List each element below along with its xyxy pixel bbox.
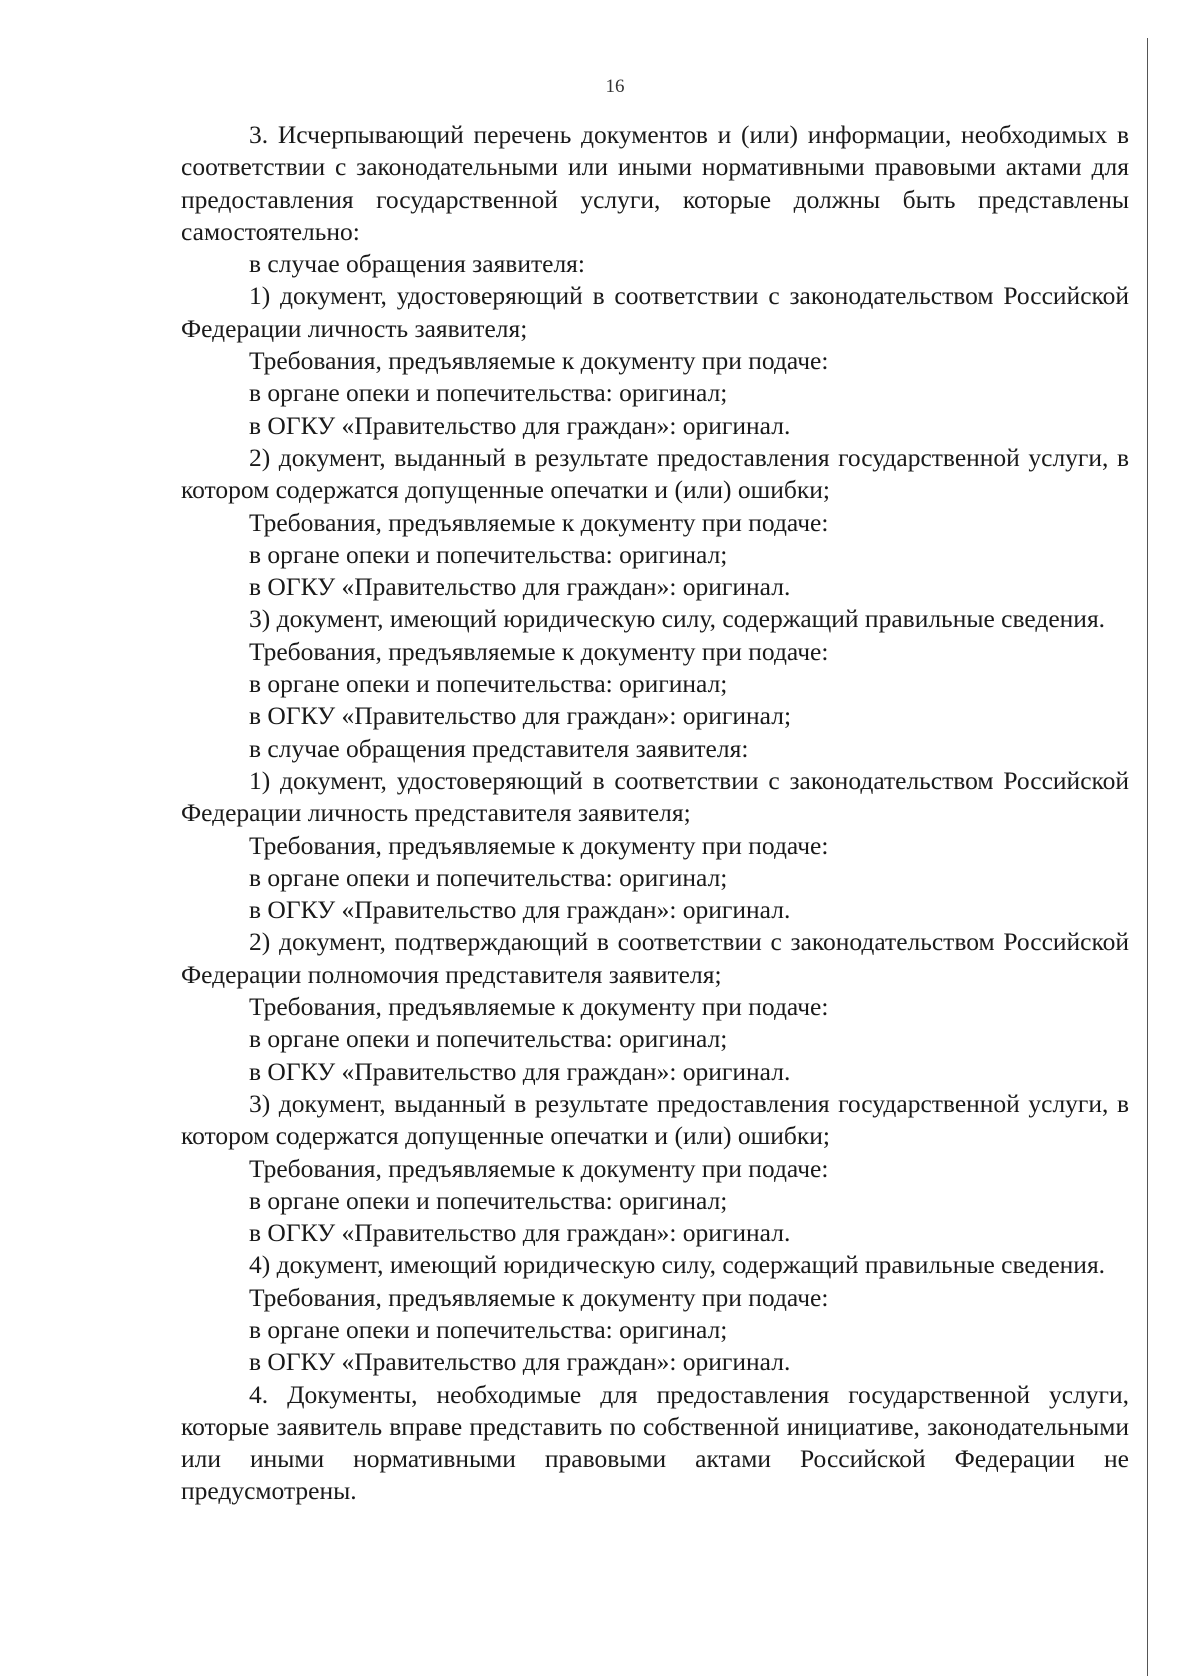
paragraph-requirements: Требования, предъявляемые к документу при подаче:: [249, 1153, 829, 1183]
paragraph-item: 2) документ, подтверждающий в соответствии с законодательством Российской Федерации полномочия представителя заявителя;: [181, 927, 1129, 989]
paragraph-requirements: Требования, предъявляемые к документу при подаче:: [249, 346, 829, 376]
paragraph-applicant-case: в случае обращения заявителя:: [249, 249, 585, 279]
paragraph-section-3-heading: 3. Исчерпывающий перечень документов и (или) информации, необходимых в соответствии с законодательными или иными нормативными правовыми актами для предоставления государственной услуги, которые должны быть представлены самостоятельно:: [181, 120, 1129, 246]
paragraph-ogku: в ОГКУ «Правительство для граждан»: оригинал.: [249, 895, 791, 925]
paragraph-item: 4) документ, имеющий юридическую силу, содержащий правильные сведения.: [249, 1250, 1106, 1280]
paragraph-guardianship-authority: в органе опеки и попечительства: оригинал;: [249, 1185, 728, 1215]
paragraph-ogku: в ОГКУ «Правительство для граждан»: оригинал.: [249, 410, 791, 440]
paragraph-representative-case: в случае обращения представителя заявителя:: [249, 733, 749, 763]
page-edge-line: [1147, 38, 1148, 1676]
paragraph-guardianship-authority: в органе опеки и попечительства: оригинал;: [249, 539, 728, 569]
paragraph-ogku: в ОГКУ «Правительство для граждан»: оригинал.: [249, 1347, 791, 1377]
paragraph-requirements: Требования, предъявляемые к документу при подаче:: [249, 1282, 829, 1312]
document-body: [181, 119, 1129, 1508]
paragraph-ogku: в ОГКУ «Правительство для граждан»: оригинал;: [249, 701, 792, 731]
paragraph-item: 3) документ, выданный в результате предоставления государственной услуги, в котором содержатся допущенные опечатки и (или) ошибки;: [181, 1088, 1129, 1151]
paragraph-requirements: Требования, предъявляемые к документу при подаче:: [249, 507, 829, 537]
paragraph-ogku: в ОГКУ «Правительство для граждан»: оригинал.: [249, 1218, 791, 1248]
paragraph-ogku: в ОГКУ «Правительство для граждан»: оригинал.: [249, 572, 791, 602]
paragraph-guardianship-authority: в органе опеки и попечительства: оригинал;: [249, 862, 728, 892]
paragraph-item: 1) документ, удостоверяющий в соответствии с законодательством Российской Федерации личность представителя заявителя;: [181, 765, 1129, 828]
paragraph-guardianship-authority: в органе опеки и попечительства: оригинал;: [249, 1314, 728, 1344]
paragraph-item: 1) документ, удостоверяющий в соответствии с законодательством Российской Федерации личность заявителя;: [181, 281, 1129, 343]
paragraph-requirements: Требования, предъявляемые к документу при подаче:: [249, 992, 829, 1022]
paragraph-item: 2) документ, выданный в результате предоставления государственной услуги, в котором содержатся допущенные опечатки и (или) ошибки;: [181, 442, 1129, 505]
paragraph-guardianship-authority: в органе опеки и попечительства: оригинал;: [249, 1024, 728, 1054]
paragraph-section-4: 4. Документы, необходимые для предоставления государственной услуги, которые заявитель вправе представить по собственной инициативе, законодательными или иными нормативными правовыми актами Российской Федерации не предусмотрены.: [181, 1379, 1129, 1506]
paragraph-requirements: Требования, предъявляемые к документу при подаче:: [249, 830, 829, 860]
paragraph-item: 3) документ, имеющий юридическую силу, содержащий правильные сведения.: [249, 604, 1106, 634]
paragraph-requirements: Требования, предъявляемые к документу при подаче:: [249, 636, 829, 666]
paragraph-guardianship-authority: в органе опеки и попечительства: оригинал;: [249, 669, 728, 699]
page-number: 16: [605, 76, 625, 97]
paragraph-ogku: в ОГКУ «Правительство для граждан»: оригинал.: [249, 1056, 791, 1086]
paragraph-guardianship-authority: в органе опеки и попечительства: оригинал;: [249, 378, 728, 408]
